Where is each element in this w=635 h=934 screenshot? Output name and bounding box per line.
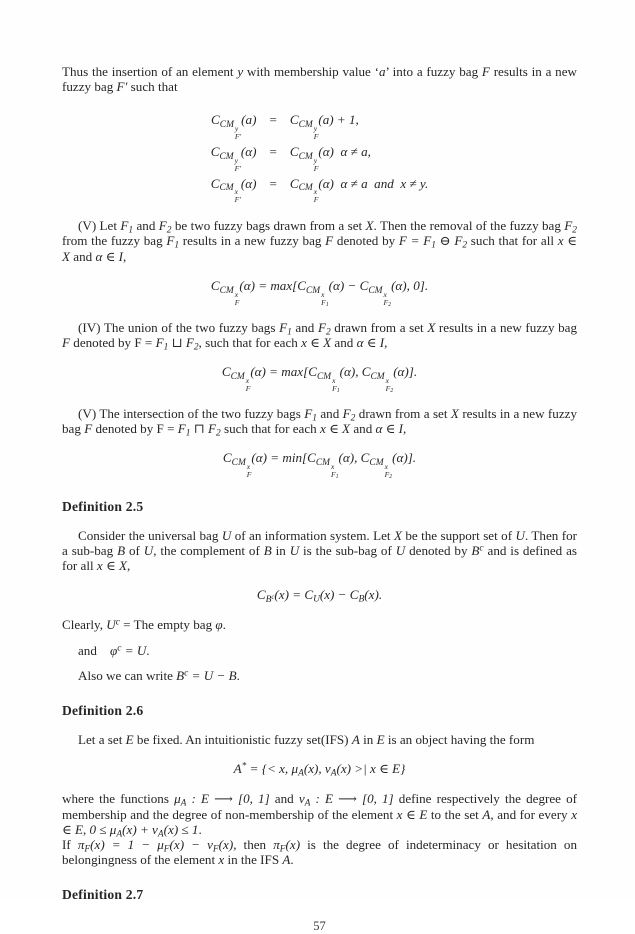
equation-complement: $C_{B^c}(x) = C_U(x) - C_B(x)$. (256, 587, 383, 606)
definition-2-5-heading: Definition 2.5 (62, 498, 144, 514)
paragraph-ifs-intro: Let a set E be fixed. An intuitionistic fuzzy set(IFS) A in E is an object having the form (78, 732, 535, 748)
equation-relation: = (269, 144, 277, 160)
equation-intersection: $C_{CM x F}$ $(\alpha) = \min[C_{CM x F_1}$ (α), $C_{CM x F_2}$ (α)]. (222, 449, 417, 480)
equation-union: $C_{CM x F}$ $(\alpha) = \max[C_{CM x F_1}$ (α), $C_{CM x F_2}$ (α)]. (221, 363, 418, 394)
paragraph-hesitation: If $\pi_F(x) = 1 - \mu_F(x) - \nu_F(x)$, then $\pi_F(x)$ is the degree of indeterminacy or hesitation on belongingness of the element x in the IFS A. (62, 837, 578, 868)
definition-2-7-heading: Definition 2.7 (62, 887, 144, 903)
equation-ifs: A* = {< x, $\mu_A(x)$, $\nu_A(x)$ >| x ∈ E} (233, 761, 406, 780)
paragraph-complement: Consider the universal bag U of an information system. Let X be the support set of U. Then for a sub-bag B of U, the complement of B in U is the sub-bag of U denoted by $B^c$ and is defined as for all x ∈ X, (62, 527, 577, 574)
equation-removal: $C_{CM x F}$ $(\alpha) = \max[C_{CM x F_1}$ $(\alpha) - C_{CM x F_2}$ (α), 0]. (210, 277, 429, 308)
equation-row (211, 141, 429, 173)
equation-relation: = (269, 112, 277, 128)
equation-lhs: $C_{CM y F'}$ (α) (210, 144, 257, 173)
paragraph-insertion-intro: Thus the insertion of an element y with membership value ‘a’ into a fuzzy bag F results in a new fuzzy bag F′ such that (62, 64, 577, 95)
equation-rhs: $C_{CM x F}$ (α) α ≠ a and x ≠ y. (289, 175, 429, 205)
equation-relation: = (269, 175, 277, 191)
paragraph-removal: (V) Let $F_1$ and $F_2$ be two fuzzy bags drawn from a set X. Then the removal of the fuzzy bag $F_2$ from the fuzzy bag $F_1$ results in a new fuzzy bag F denoted by $F = F_1$ ⊖ $F_2$ such that for all x ∈ X and α ∈ I, (62, 218, 578, 264)
page-number: 57 (313, 918, 326, 933)
line-clearly: Clearly, $U^c$ = The empty bag φ. (62, 617, 226, 633)
equation-rhs: $C_{CM y F}$ (a) + 1, (289, 112, 359, 142)
line-and: and $\varphi^c = U$. (78, 642, 150, 658)
equation-lhs: $C_{CM x F'}$ (α) (210, 175, 257, 205)
equation-insertion-block (211, 109, 429, 204)
paragraph-intersection: (V) The intersection of the two fuzzy bags $F_1$ and $F_2$ drawn from a set X results in a new fuzzy bag F denoted by $F = F_1$ ⊓ $F_2$ such that for each x ∈ X and α ∈ I, (62, 405, 577, 439)
equation-lhs: $C_{CM y F'}$ (a) (211, 112, 257, 142)
paragraph-membership-functions: where the functions $\mu_A$ : E ⟶ [0, 1] and $\nu_A$ : E ⟶ [0, 1] define respectively the degree of membership and the degree of non-membership of the element x ∈ E to the set A, and for every x ∈ E, $0 \le \mu_A(x) + \nu_A(x) \le 1$. (62, 791, 577, 840)
equation-row (211, 173, 429, 205)
definition-2-6-heading: Definition 2.6 (62, 703, 144, 718)
equation-rhs: $C_{CM y F}$ (α) α ≠ a, (289, 144, 371, 173)
line-also: Also we can write $B^c = U - B$. (78, 667, 240, 683)
equation-row (211, 109, 429, 141)
paragraph-union: (IV) The union of the two fuzzy bags $F_1$ and $F_2$ drawn from a set X results in a new fuzzy bag F denoted by $F = F_1$ ⊔ $F_2$, such that for each x ∈ X and α ∈ I, (62, 319, 578, 353)
